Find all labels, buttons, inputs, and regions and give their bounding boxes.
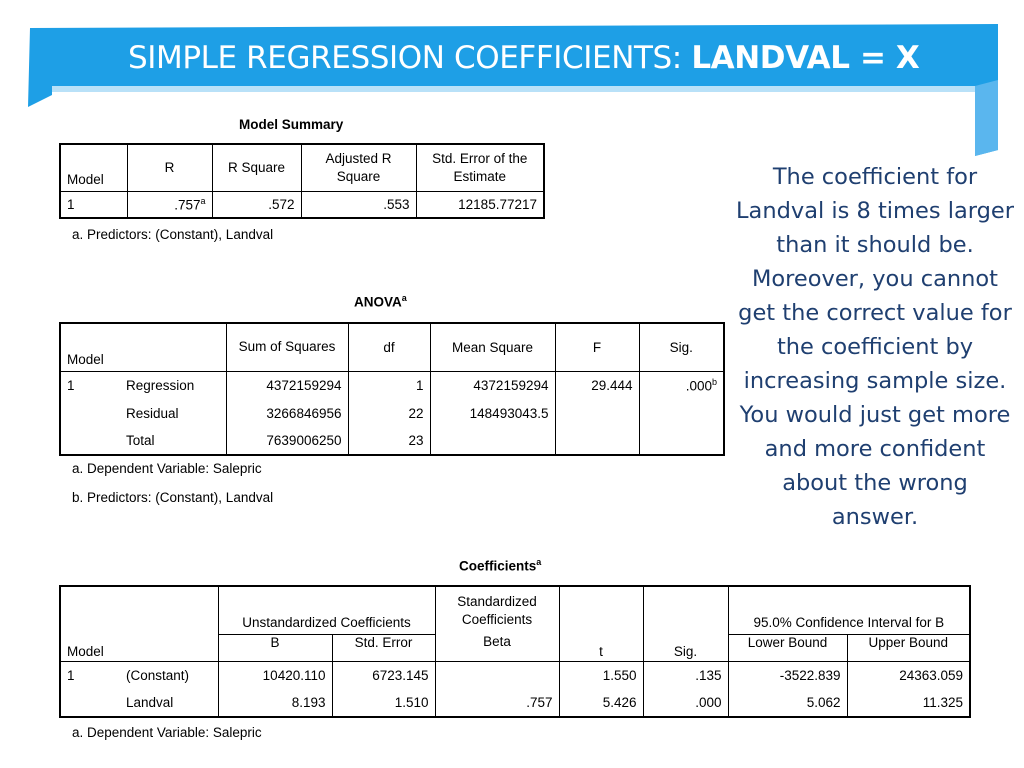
cell-b: 10420.110 <box>218 661 332 689</box>
cell-lower-bound: -3522.839 <box>728 661 847 689</box>
cell-mean-square: 4372159294 <box>430 371 555 399</box>
cell-f <box>555 427 639 455</box>
cell-adjusted-r-square: .553 <box>301 191 416 218</box>
cell-beta <box>435 661 559 689</box>
cell-sig <box>639 399 724 427</box>
header-sig: Sig. <box>639 323 724 371</box>
anova-table <box>59 322 725 456</box>
coefficients-title: Coefficients$^a$ <box>459 557 542 574</box>
cell-df: 22 <box>348 399 430 427</box>
header-model: Model <box>60 634 218 661</box>
row-label-regression: Regression <box>120 371 226 399</box>
slide-title: SIMPLE REGRESSION COEFFICIENTS: LANDVAL = X <box>128 40 920 76</box>
header-beta: Beta <box>435 634 559 661</box>
cell-t: 1.550 <box>559 661 643 689</box>
header-r-square: R Square <box>212 144 301 191</box>
cell-std-error: 6723.145 <box>332 661 435 689</box>
header-adjusted-r-square: Adjusted R Square <box>301 144 416 191</box>
model-summary-footnote: a. Predictors: (Constant), Landval <box>72 227 274 242</box>
header-model: Model <box>60 144 127 191</box>
cell-model: 1 <box>60 191 127 218</box>
model-summary-title: Model Summary <box>239 117 344 132</box>
cell-sum-of-squares: 4372159294 <box>226 371 348 399</box>
header-r: R <box>127 144 212 191</box>
cell-b: 8.193 <box>218 689 332 717</box>
header-lower-bound: Lower Bound <box>728 634 847 661</box>
anova-title: ANOVA$^a$ <box>354 293 407 310</box>
header-upper-bound: Upper Bound <box>847 634 970 661</box>
title-banner <box>0 0 1024 160</box>
model-summary-table <box>59 143 545 219</box>
cell-std-error: 1.510 <box>332 689 435 717</box>
anova-footnote-b: b. Predictors: (Constant), Landval <box>72 490 274 505</box>
header-b: B <box>218 634 332 661</box>
cell-sig: .135 <box>643 661 728 689</box>
cell-model-number: 1 <box>60 661 120 689</box>
coefficients-table <box>59 585 971 718</box>
header-sig: Sig. <box>643 634 728 661</box>
header-model: Model <box>60 323 226 371</box>
cell-upper-bound: 11.325 <box>847 689 970 717</box>
cell-t: 5.426 <box>559 689 643 717</box>
cell-df: 1 <box>348 371 430 399</box>
cell-mean-square: 148493043.5 <box>430 399 555 427</box>
row-label-landval: Landval <box>120 689 218 717</box>
header-t: t <box>559 634 643 661</box>
cell-f <box>555 399 639 427</box>
cell-df: 23 <box>348 427 430 455</box>
header-std-error-estimate: Std. Error of the Estimate <box>416 144 544 191</box>
header-unstandardized-coefficients: Unstandardized Coefficients <box>218 586 435 634</box>
header-mean-square: Mean Square <box>430 323 555 371</box>
cell-lower-bound: 5.062 <box>728 689 847 717</box>
header-f: F <box>555 323 639 371</box>
cell-f: 29.444 <box>555 371 639 399</box>
cell-sig: .000$^b$ <box>639 371 724 399</box>
header-standardized-coefficients: Standardized Coefficients <box>435 586 559 634</box>
header-df: df <box>348 323 430 371</box>
cell-sig <box>639 427 724 455</box>
cell-mean-square <box>430 427 555 455</box>
anova-footnote-a: a. Dependent Variable: Salepric <box>72 461 262 476</box>
side-commentary: The coefficient for Landval is 8 times larger than it should be. Moreover, you cannot get the correct value for the coefficient by increasing sample size. You would just get more and more confident about the wrong answer. <box>736 164 1014 530</box>
row-label-residual: Residual <box>126 405 179 421</box>
row-label-constant: (Constant) <box>120 661 218 689</box>
cell-sig: .000 <box>643 689 728 717</box>
coefficients-footnote: a. Dependent Variable: Salepric <box>72 725 262 740</box>
cell-sum-of-squares: 7639006250 <box>226 427 348 455</box>
header-sum-of-squares: Sum of Squares <box>226 323 348 371</box>
header-std-error: Std. Error <box>332 634 435 661</box>
cell-std-error-estimate: 12185.77217 <box>416 191 544 218</box>
cell-model-number: 1 <box>60 371 120 399</box>
cell-sum-of-squares: 3266846956 <box>226 399 348 427</box>
cell-r-square: .572 <box>212 191 301 218</box>
cell-r: .757$^a$ <box>127 191 212 218</box>
cell-beta: .757 <box>435 689 559 717</box>
cell-upper-bound: 24363.059 <box>847 661 970 689</box>
header-confidence-interval: 95.0% Confidence Interval for B <box>728 586 970 634</box>
row-label-total: Total <box>120 427 226 455</box>
